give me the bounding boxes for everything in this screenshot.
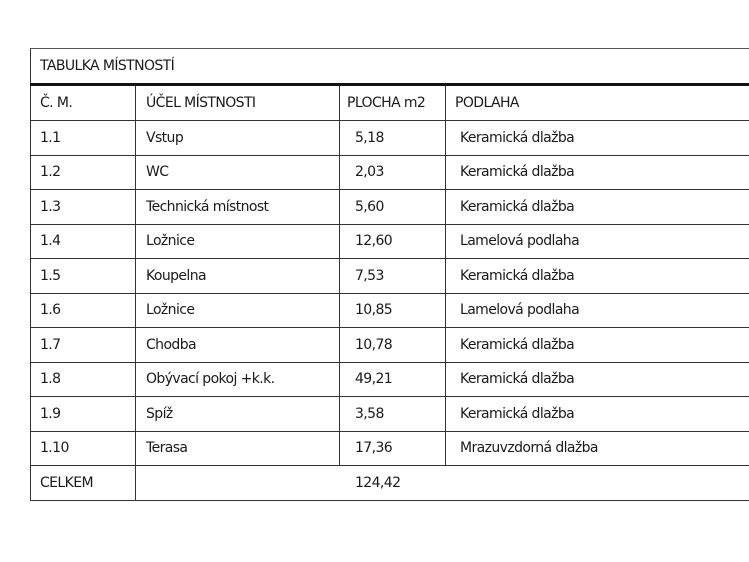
room-purpose: Koupelna bbox=[136, 259, 340, 294]
room-number: 1.7 bbox=[31, 328, 136, 363]
table-header-row bbox=[31, 86, 749, 121]
room-number: 1.8 bbox=[31, 362, 136, 397]
room-area: 3,58 bbox=[340, 397, 446, 432]
room-floor: Keramická dlažba bbox=[446, 362, 749, 397]
room-floor: Keramická dlažba bbox=[446, 397, 749, 432]
table-row bbox=[31, 397, 749, 432]
room-number: 1.9 bbox=[31, 397, 136, 432]
room-area: 10,78 bbox=[340, 328, 446, 363]
room-purpose: Ložnice bbox=[136, 293, 340, 328]
room-area: 5,60 bbox=[340, 190, 446, 225]
table-row bbox=[31, 328, 749, 363]
room-number: 1.4 bbox=[31, 224, 136, 259]
room-number: 1.3 bbox=[31, 190, 136, 225]
header-area: PLOCHA m2 bbox=[340, 86, 446, 121]
table-row bbox=[31, 259, 749, 294]
table-row bbox=[31, 431, 749, 466]
table-row bbox=[31, 362, 749, 397]
room-area: 2,03 bbox=[340, 155, 446, 190]
room-floor: Keramická dlažba bbox=[446, 259, 749, 294]
room-floor: Keramická dlažba bbox=[446, 190, 749, 225]
table-title: TABULKA MÍSTNOSTÍ bbox=[30, 48, 749, 83]
table-row bbox=[31, 224, 749, 259]
room-purpose: Spíž bbox=[136, 397, 340, 432]
room-floor: Lamelová podlaha bbox=[446, 224, 749, 259]
total-label: CELKEM bbox=[31, 466, 136, 501]
table-row bbox=[31, 293, 749, 328]
room-purpose: Ložnice bbox=[136, 224, 340, 259]
room-floor: Keramická dlažba bbox=[446, 328, 749, 363]
room-number: 1.10 bbox=[31, 431, 136, 466]
table-row bbox=[31, 121, 749, 156]
room-area: 12,60 bbox=[340, 224, 446, 259]
room-purpose: Obývací pokoj +k.k. bbox=[136, 362, 340, 397]
room-table-sheet bbox=[30, 48, 749, 501]
room-area: 7,53 bbox=[340, 259, 446, 294]
room-area: 49,21 bbox=[340, 362, 446, 397]
total-area: 124,42 bbox=[136, 466, 749, 501]
room-floor: Lamelová podlaha bbox=[446, 293, 749, 328]
room-floor: Mrazuvzdorná dlažba bbox=[446, 431, 749, 466]
room-number: 1.5 bbox=[31, 259, 136, 294]
table-row bbox=[31, 190, 749, 225]
room-floor: Keramická dlažba bbox=[446, 121, 749, 156]
room-purpose: Technická místnost bbox=[136, 190, 340, 225]
room-area: 5,18 bbox=[340, 121, 446, 156]
room-floor: Keramická dlažba bbox=[446, 155, 749, 190]
room-number: 1.6 bbox=[31, 293, 136, 328]
room-purpose: WC bbox=[136, 155, 340, 190]
room-purpose: Vstup bbox=[136, 121, 340, 156]
room-number: 1.2 bbox=[31, 155, 136, 190]
room-area: 10,85 bbox=[340, 293, 446, 328]
room-purpose: Chodba bbox=[136, 328, 340, 363]
room-table bbox=[30, 86, 749, 501]
room-number: 1.1 bbox=[31, 121, 136, 156]
header-number: Č. M. bbox=[31, 86, 136, 121]
header-floor: PODLAHA bbox=[446, 86, 749, 121]
header-purpose: ÚČEL MÍSTNOSTI bbox=[136, 86, 340, 121]
room-purpose: Terasa bbox=[136, 431, 340, 466]
table-row bbox=[31, 155, 749, 190]
total-row bbox=[31, 466, 749, 501]
room-area: 17,36 bbox=[340, 431, 446, 466]
